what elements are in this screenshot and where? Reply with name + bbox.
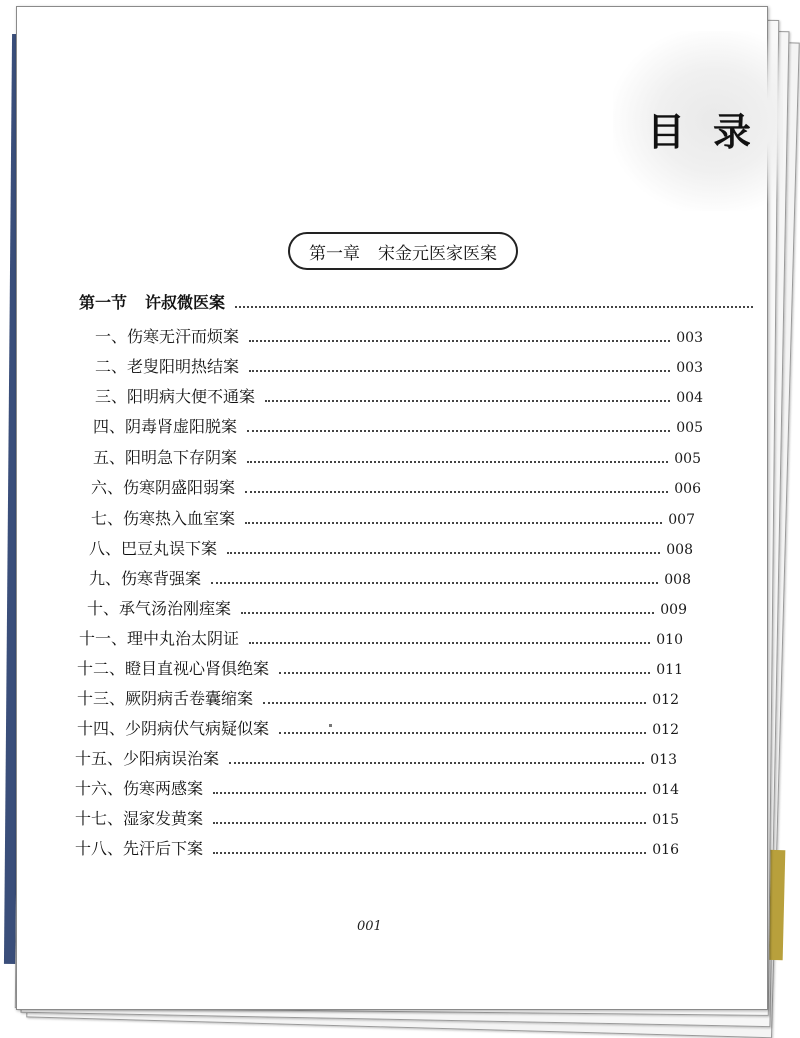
toc-entry-label: 四、阴毒肾虚阳脱案 [93,417,238,436]
toc-entry [77,649,683,679]
toc-entry-page: 008 [664,572,691,588]
leader-dots [229,761,644,764]
toc-entry [91,468,701,498]
toc-entry [75,739,677,769]
toc-entry-label: 五、阳明急下存阴案 [93,448,238,467]
toc-entry-label: 八、巴豆丸误下案 [89,539,218,558]
toc-entry [75,799,679,829]
toc-entry-label: 十、承气汤治刚痓案 [87,599,232,618]
section-title: 许叔微医案 [145,293,226,312]
toc-entry [77,679,679,709]
leader-dots [249,641,650,644]
toc-entry-page: 003 [676,360,703,376]
chapter-title: 宋金元医家医案 [378,243,497,264]
toc-entry [87,589,687,619]
leader-dots [263,701,646,704]
print-speck [329,724,332,727]
chapter-number: 第一章 [309,243,360,264]
toc-entry-page: 007 [668,512,695,528]
toc-entry [95,377,703,407]
toc-entry-page: 016 [652,842,679,858]
leader-dots [279,731,646,734]
toc-entry-page: 015 [652,812,679,828]
toc-entry-page: 014 [652,782,679,798]
leader-dots [211,581,658,584]
toc-entry-page: 011 [656,662,683,678]
toc-entry-page: 003 [676,330,703,346]
toc-entry-label: 十四、少阴病伏气病疑似案 [77,719,270,738]
toc-entry [89,529,693,559]
toc-entry-page: 013 [650,752,677,768]
toc-entry-page: 012 [652,692,679,708]
toc-entry-label: 六、伤寒阴盛阳弱案 [91,478,236,497]
toc-entry-label: 十八、先汗后下案 [75,839,204,858]
toc-entry-page: 008 [666,542,693,558]
section-number: 第一节 [79,293,128,312]
toc-entry-label: 十六、伤寒两感案 [75,779,204,798]
toc-entry-page: 010 [656,632,683,648]
leader-dots [279,671,650,674]
toc-entry-label: 二、老叟阳明热结案 [95,357,240,376]
toc-entry [77,709,679,739]
toc-entry-page: 004 [676,390,703,406]
leader-dots [235,305,753,308]
leader-dots [227,551,660,554]
toc-entry-page: 009 [660,602,687,618]
leader-dots [245,490,668,493]
toc-entry [75,829,679,859]
toc-entry-label: 七、伤寒热入血室案 [91,509,236,528]
toc-entry-label: 九、伤寒背强案 [89,569,202,588]
toc-entry-page: 006 [674,481,701,497]
toc-entry-label: 一、伤寒无汗而烦案 [95,327,240,346]
toc-entry-label: 十三、厥阴病舌卷囊缩案 [77,689,254,708]
toc-entry [75,769,679,799]
toc-list [17,7,767,1007]
section-heading [79,283,759,313]
toc-entry-label: 十七、湿家发黄案 [75,809,204,828]
page-title: 目录 [647,110,780,154]
toc-entry-label: 十一、理中丸治太阴证 [79,629,240,648]
toc-entry-page: 005 [676,420,703,436]
toc-entry-label: 十二、瞪目直视心肾俱绝案 [77,659,270,678]
toc-entry [95,347,703,377]
toc-page [16,6,780,1010]
toc-entry [79,619,683,649]
toc-entry [93,438,701,468]
leader-dots [241,611,654,614]
leader-dots [247,429,670,432]
leader-dots [213,851,646,854]
leader-dots [245,521,662,524]
toc-entry [89,559,691,589]
toc-entry-label: 十五、少阳病误治案 [75,749,220,768]
page-number: 001 [357,919,382,934]
toc-entry-page: 005 [674,451,701,467]
toc-entry [95,317,703,347]
toc-entry [91,499,695,529]
toc-entry-label: 三、阳明病大便不通案 [95,387,256,406]
leader-dots [265,399,670,402]
leader-dots [249,369,670,372]
leader-dots [249,339,670,342]
toc-entry-page: 012 [652,722,679,738]
leader-dots [213,791,646,794]
toc-entry [93,407,703,437]
leader-dots [213,821,646,824]
leader-dots [247,460,668,463]
